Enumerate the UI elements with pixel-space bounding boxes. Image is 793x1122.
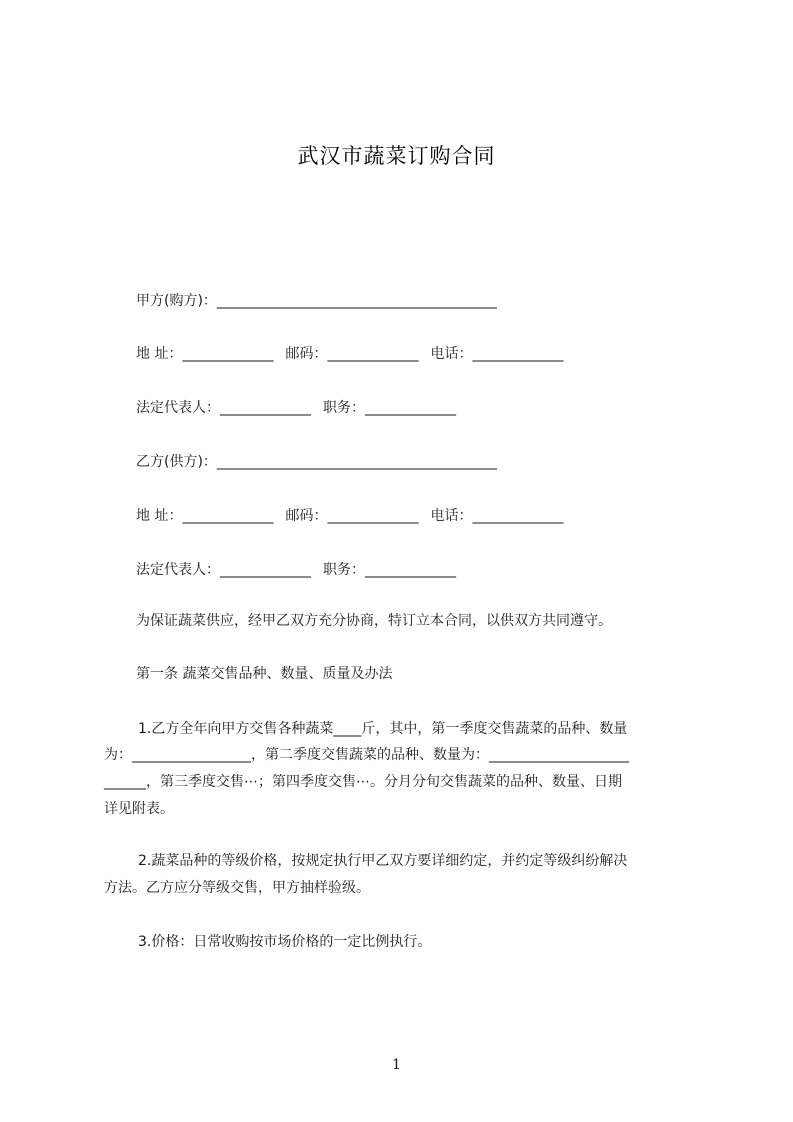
party-b-phone: 电话：_____________ [430, 508, 564, 524]
clause-1-line-1: 1.乙方全年向甲方交售各种蔬菜____斤，其中，第一季度交售蔬菜的品种、数量 [138, 721, 628, 737]
clause-1-line-4: 详见附表。 [104, 801, 174, 817]
page-number: 1 [392, 1057, 401, 1073]
party-a-representative: 法定代表人：_____________ [136, 400, 311, 416]
clause-1-line-2: 为：_________________，第二季度交售蔬菜的品种、数量为：____________________ [104, 747, 629, 763]
party-b-postcode: 邮码：_____________ [285, 508, 419, 524]
party-b-contact-row [136, 505, 563, 527]
party-b-rep-row [136, 559, 456, 581]
party-b-address: 地 址：_____________ [136, 508, 274, 524]
party-a-name-line: 甲方(购方)：________________________________________ [136, 293, 497, 309]
party-b-name-line: 乙方(供方)：________________________________________ [136, 454, 497, 470]
clause-2-line-2: 方法。乙方应分等级交售，甲方抽样验级。 [104, 880, 370, 896]
clause-3: 3.价格：日常收购按市场价格的一定比例执行。 [138, 934, 432, 950]
party-b-representative: 法定代表人：_____________ [136, 562, 311, 578]
document-title: 武汉市蔬菜订购合同 [297, 144, 496, 168]
preamble: 为保证蔬菜供应，经甲乙双方充分协商，特订立本合同，以供双方共同遵守。 [136, 613, 612, 629]
party-a-position: 职务：_____________ [323, 400, 456, 416]
party-a-postcode: 邮码：_____________ [285, 346, 419, 362]
party-b-position: 职务：_____________ [323, 562, 456, 578]
party-a-phone: 电话：_____________ [430, 346, 564, 362]
party-a-address: 地 址：_____________ [136, 346, 274, 362]
clause-1-line-3: ______，第三季度交售⋯；第四季度交售⋯。分月分旬交售蔬菜的品种、数量、日期 [104, 774, 622, 790]
article-1-heading: 第一条 蔬菜交售品种、数量、质量及办法 [136, 666, 393, 682]
party-a-contact-row [136, 343, 563, 365]
party-a-rep-row [136, 397, 456, 419]
clause-2-line-1: 2.蔬菜品种的等级价格，按规定执行甲乙双方要详细约定，并约定等级纠纷解决 [138, 853, 628, 869]
